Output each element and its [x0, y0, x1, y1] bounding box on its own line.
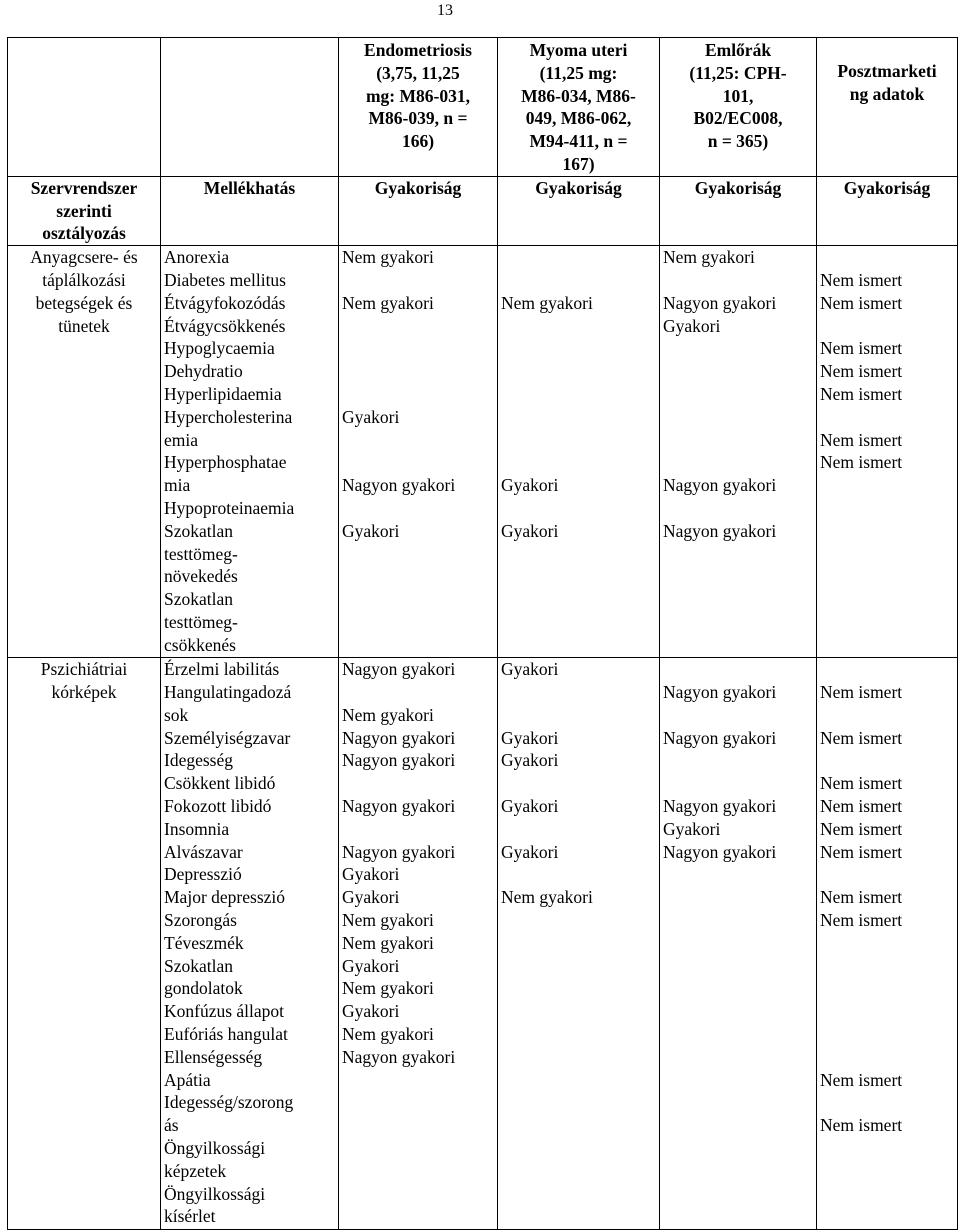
cell-line: Nagyon gyakori	[663, 681, 777, 702]
cell-line: képzetek	[164, 1160, 227, 1181]
cell-line: Emlőrák	[704, 40, 772, 60]
freq-breast-psychiatric	[660, 658, 817, 1230]
cell-line	[663, 451, 813, 474]
cell-line: Gyakori	[501, 475, 559, 496]
cell-line: Nagyon gyakori	[342, 795, 456, 816]
cell-line: Nem ismert	[820, 841, 903, 862]
cell-line: Pszichiátriai	[40, 659, 128, 680]
cell-line: (11,25 mg:	[539, 62, 618, 83]
adverse-reactions-table	[7, 37, 958, 1230]
cell-line: Nagyon gyakori	[342, 727, 456, 748]
cell-line: Nagyon gyakori	[342, 841, 456, 862]
cell-line	[342, 315, 494, 338]
cell-line: (11,25: CPH-	[689, 62, 787, 83]
cell-line: Gyakori	[342, 887, 400, 908]
cell-line	[342, 429, 494, 452]
header-myoma-uteri	[498, 38, 660, 177]
cell-line	[501, 451, 656, 474]
cell-line: Posztmarketi	[837, 61, 937, 81]
cell-line	[663, 772, 813, 795]
header-postmarketing	[817, 38, 958, 177]
cell-line: Gyakori	[501, 841, 559, 862]
cell-line	[342, 383, 494, 406]
cell-line: Gyakori	[501, 750, 559, 771]
cell-line: Nem ismert	[820, 795, 903, 816]
cell-line: Gyakori	[342, 955, 400, 976]
cell-line	[663, 360, 813, 383]
organ-class-metabolism	[8, 246, 161, 658]
cell-line: Nem ismert	[820, 452, 903, 473]
cell-line: gondolatok	[164, 978, 243, 999]
freq-breast-metabolism	[660, 246, 817, 658]
cell-line: mg: M86-031,	[365, 85, 470, 106]
cell-line: 101,	[722, 85, 754, 106]
cell-line: Fokozott libidó	[164, 795, 272, 816]
cell-line: Nem gyakori	[342, 932, 434, 953]
cell-line: Öngyilkossági	[164, 1183, 266, 1204]
header-row	[8, 38, 958, 177]
subheader-row	[8, 176, 958, 245]
cell-line	[820, 977, 954, 1000]
cell-line	[342, 681, 494, 704]
cell-line	[342, 337, 494, 360]
cell-line: Gyakori	[501, 795, 559, 816]
cell-line: Étvágyfokozódás	[164, 292, 286, 313]
cell-line: M86-034, M86-	[521, 85, 636, 106]
cell-line: Insomnia	[164, 818, 230, 839]
cell-line: Nagyon gyakori	[663, 292, 777, 313]
cell-line: testtömeg-	[164, 543, 238, 564]
cell-line	[663, 704, 813, 727]
cell-line	[342, 497, 494, 520]
cell-line: Nem gyakori	[342, 247, 434, 268]
cell-line: 166)	[401, 131, 435, 152]
cell-line: Nagyon gyakori	[663, 841, 777, 862]
cell-line: Gyakori	[342, 406, 400, 427]
cell-line: Gyakori	[342, 1001, 400, 1022]
cell-line: Ellenségesség	[164, 1046, 263, 1067]
cell-line	[663, 497, 813, 520]
cell-line: Idegesség/szorong	[164, 1092, 294, 1113]
cell-line: M86-039, n =	[368, 108, 468, 129]
cell-line: Nem gyakori	[342, 909, 434, 930]
cell-line: Nem ismert	[820, 909, 903, 930]
cell-line: Nem ismert	[820, 773, 903, 794]
cell-line: Hypercholesterina	[164, 406, 293, 427]
cell-line	[820, 1091, 954, 1114]
cell-line: Étvágycsökkenés	[164, 315, 286, 336]
cell-line: Gyakori	[342, 520, 400, 541]
cell-line: Nem gyakori	[342, 292, 434, 313]
freq-myoma-psychiatric	[498, 658, 660, 1230]
cell-line	[342, 818, 494, 841]
cell-line: Nem ismert	[820, 338, 903, 359]
cell-line: Nagyon gyakori	[663, 727, 777, 748]
cell-line	[501, 818, 656, 841]
cell-line: Nem ismert	[820, 292, 903, 313]
cell-line: Diabetes mellitus	[164, 269, 286, 290]
section-row-psychiatric	[8, 658, 958, 1230]
cell-line: testtömeg-	[164, 611, 238, 632]
cell-line: (3,75, 11,25	[376, 62, 460, 83]
cell-line: Hyperphosphatae	[164, 452, 287, 473]
cell-line: Gyakori	[342, 864, 400, 885]
cell-line: Nem ismert	[820, 727, 903, 748]
cell-line: Hypoglycaemia	[164, 338, 275, 359]
header-breast-cancer	[660, 38, 817, 177]
cell-line: Csökkent libidó	[164, 773, 276, 794]
cell-line: Nagyon gyakori	[342, 750, 456, 771]
cell-line	[820, 1046, 954, 1069]
cell-line	[501, 315, 656, 338]
cell-line	[501, 772, 656, 795]
cell-line	[501, 406, 656, 429]
section-row-metabolism	[8, 246, 958, 658]
cell-line: Nem gyakori	[342, 978, 434, 999]
cell-line	[501, 497, 656, 520]
cell-line	[820, 932, 954, 955]
cell-line: Nem gyakori	[663, 247, 755, 268]
freq-endometriosis-metabolism	[339, 246, 498, 658]
cell-line: 167)	[562, 153, 595, 174]
cell-line: Nem ismert	[820, 818, 903, 839]
cell-line	[342, 269, 494, 292]
cell-line	[820, 1023, 954, 1046]
cell-line: Gyakori	[501, 659, 559, 680]
cell-line: Nem gyakori	[501, 292, 593, 313]
cell-line: növekedés	[164, 566, 238, 587]
cell-line: ng adatok	[849, 83, 925, 104]
cell-line	[342, 451, 494, 474]
cell-line	[501, 383, 656, 406]
cell-line: Hangulatingadozá	[164, 681, 292, 702]
cell-line: Nem gyakori	[501, 887, 593, 908]
cell-line: Anyagcsere- és	[30, 247, 138, 268]
header-endometriosis	[339, 38, 498, 177]
cell-line: Hyperlipidaemia	[164, 383, 282, 404]
cell-line: táplálkozási	[42, 269, 126, 290]
organ-class-psychiatric	[8, 658, 161, 1230]
freq-endometriosis-psychiatric	[339, 658, 498, 1230]
cell-line: tünetek	[58, 315, 110, 336]
cell-line	[663, 406, 813, 429]
cell-line: sok	[164, 704, 189, 725]
cell-line: Nagyon gyakori	[342, 659, 456, 680]
cell-line	[663, 269, 813, 292]
cell-line: Nem ismert	[820, 429, 903, 450]
cell-line	[501, 429, 656, 452]
cell-line: Nem ismert	[820, 361, 903, 382]
cell-line: Idegesség	[164, 750, 234, 771]
cell-line	[501, 681, 656, 704]
cell-line	[663, 658, 813, 681]
cell-line	[501, 337, 656, 360]
cell-line: betegségek és	[35, 292, 133, 313]
cell-line: Nagyon gyakori	[663, 520, 777, 541]
subheader-frequency-postmarketing: Gyakoriság	[817, 176, 958, 245]
cell-line: Depresszió	[164, 864, 242, 885]
cell-line: Szokatlan	[164, 589, 234, 610]
cell-line	[342, 360, 494, 383]
subheader-frequency-breast: Gyakoriság	[660, 176, 817, 245]
cell-line: Nem ismert	[820, 1115, 903, 1136]
cell-line: Konfúzus állapot	[164, 1001, 285, 1022]
cell-line: Anorexia	[164, 247, 230, 268]
header-empty-2	[161, 38, 339, 177]
cell-line: Major depresszió	[164, 887, 286, 908]
cell-line: emia	[164, 429, 199, 450]
cell-line: Alvászavar	[164, 841, 243, 862]
cell-line: Szervrendszer	[30, 177, 138, 198]
cell-line: kísérlet	[164, 1206, 216, 1227]
cell-line: Nagyon gyakori	[342, 475, 456, 496]
cell-line: 049, M86-062,	[525, 108, 632, 129]
cell-line	[820, 863, 954, 886]
cell-line: Myoma uteri	[529, 40, 628, 60]
cell-line: Endometriosis	[364, 40, 472, 60]
freq-myoma-metabolism	[498, 246, 660, 658]
cell-line: Szokatlan	[164, 520, 234, 541]
cell-line: Szokatlan	[164, 955, 234, 976]
freq-postmarketing-metabolism	[817, 246, 958, 658]
cell-line	[820, 749, 954, 772]
freq-postmarketing-psychiatric	[817, 658, 958, 1230]
cell-line: Dehydratio	[164, 361, 243, 382]
cell-line	[820, 246, 954, 269]
cell-line	[820, 955, 954, 978]
cell-line: ás	[164, 1115, 179, 1136]
cell-line: mia	[164, 475, 191, 496]
cell-line: kórképek	[51, 681, 117, 702]
subheader-adverse-reaction: Mellékhatás	[161, 176, 339, 245]
cell-line	[501, 863, 656, 886]
cell-line	[342, 772, 494, 795]
cell-line: M94-411, n =	[529, 131, 628, 152]
cell-line: Nem ismert	[820, 1069, 903, 1090]
cell-line: Nem ismert	[820, 681, 903, 702]
cell-line	[501, 360, 656, 383]
subheader-frequency-endometriosis: Gyakoriság	[339, 176, 498, 245]
effects-metabolism	[161, 246, 339, 658]
effects-psychiatric	[161, 658, 339, 1230]
cell-line: Eufóriás hangulat	[164, 1023, 288, 1044]
cell-line	[820, 658, 954, 681]
cell-line	[663, 383, 813, 406]
cell-line: osztályozás	[42, 223, 126, 244]
cell-line	[820, 406, 954, 429]
cell-line	[501, 246, 656, 269]
cell-line	[663, 749, 813, 772]
cell-line: Gyakori	[501, 727, 559, 748]
cell-line: Hypoproteinaemia	[164, 497, 295, 518]
cell-line: Nagyon gyakori	[663, 475, 777, 496]
cell-line: Nem ismert	[820, 383, 903, 404]
cell-line	[663, 429, 813, 452]
header-empty-1	[8, 38, 161, 177]
cell-line: szerinti	[56, 200, 112, 221]
cell-line	[501, 704, 656, 727]
cell-line: Nem gyakori	[342, 1023, 434, 1044]
cell-line: Gyakori	[663, 315, 721, 336]
cell-line	[820, 1000, 954, 1023]
cell-line: Gyakori	[663, 818, 721, 839]
subheader-frequency-myoma: Gyakoriság	[498, 176, 660, 245]
cell-line	[820, 315, 954, 338]
cell-line: Nagyon gyakori	[342, 1046, 456, 1067]
page-number: 13	[437, 2, 453, 19]
cell-line	[501, 269, 656, 292]
cell-line: Nagyon gyakori	[663, 795, 777, 816]
subheader-organ-class	[8, 176, 161, 245]
cell-line: n = 365)	[707, 131, 769, 152]
cell-line: Nem ismert	[820, 887, 903, 908]
cell-line: B02/EC008,	[693, 108, 783, 129]
cell-line	[663, 337, 813, 360]
cell-line: csökkenés	[164, 634, 236, 655]
cell-line: Öngyilkossági	[164, 1137, 266, 1158]
cell-line: Szorongás	[164, 909, 237, 930]
cell-line: Nem ismert	[820, 269, 903, 290]
cell-line: Gyakori	[501, 520, 559, 541]
cell-line: Téveszmék	[164, 932, 244, 953]
cell-line: Nem gyakori	[342, 704, 434, 725]
cell-line: Apátia	[164, 1069, 211, 1090]
cell-line: Érzelmi labilitás	[164, 659, 280, 680]
cell-line: Személyiségzavar	[164, 727, 291, 748]
cell-line	[820, 704, 954, 727]
